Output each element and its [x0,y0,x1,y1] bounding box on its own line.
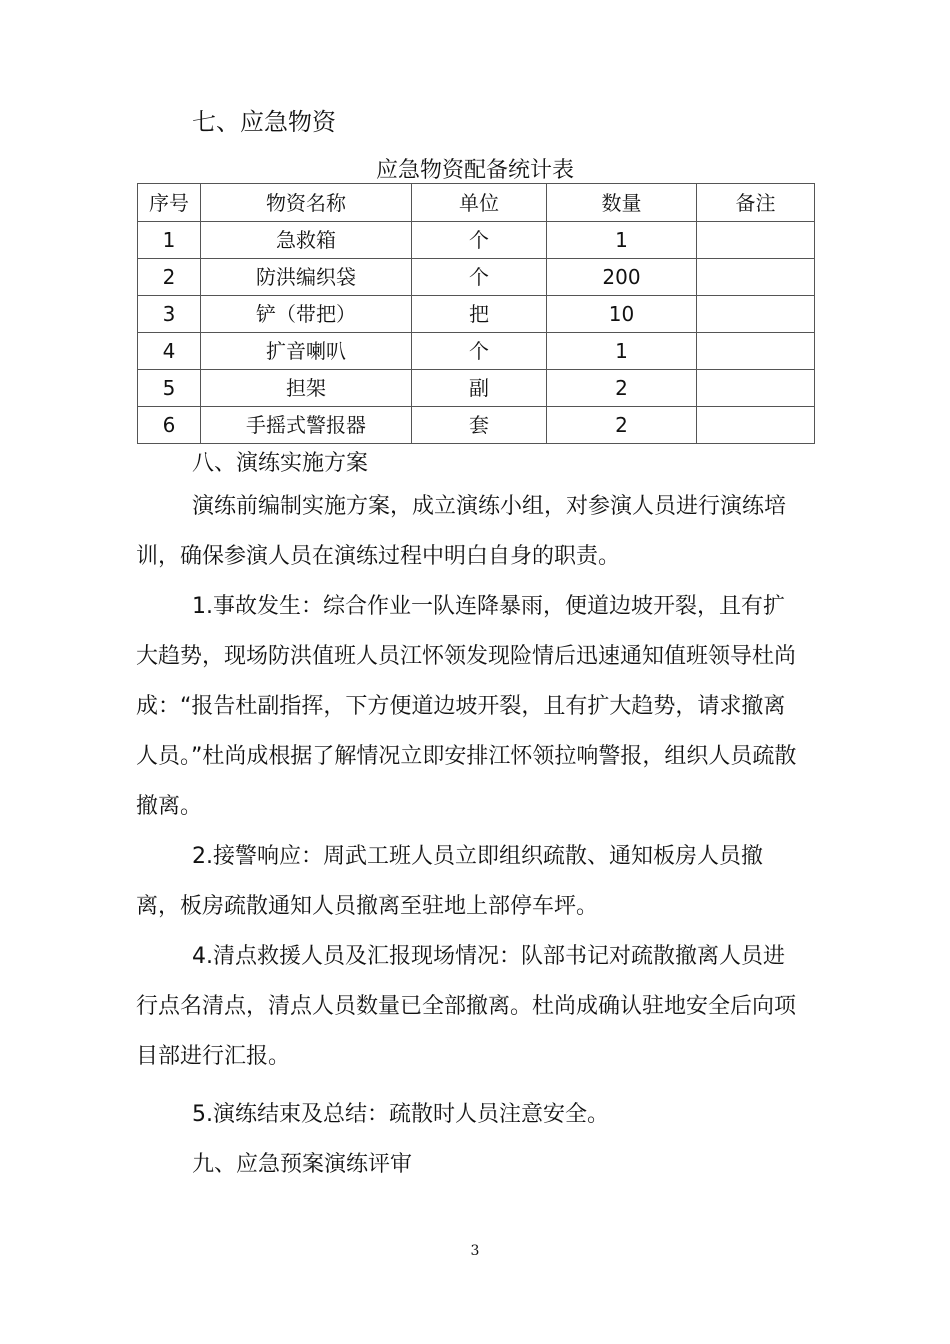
table-header-row [138,184,815,222]
table-cell [697,370,815,407]
page-number: 3 [470,1243,480,1259]
table-cell: 6 [138,407,201,444]
section-7-heading: 七、应急物资 [192,108,336,136]
table-row [138,259,815,296]
header-cell: 备注 [697,184,815,222]
table-cell: 1 [138,222,201,259]
drill-step-4-paragraph: 4.清点救援人员及汇报现场情况：队部书记对疏散撤离人员进行点名清点，清点人员数量已全部撤离。杜尚成确认驻地安全后向项目部进行汇报。 [136,944,797,1069]
table-cell: 担架 [201,370,412,407]
table-cell: 5 [138,370,201,407]
table-caption: 应急物资配备统计表 [375,158,574,183]
table-cell: 副 [412,370,547,407]
table-row [138,370,815,407]
header-cell: 数量 [547,184,697,222]
table-cell [697,407,815,444]
header-cell: 物资名称 [201,184,412,222]
table-cell: 防洪编织袋 [201,259,412,296]
table-cell [697,296,815,333]
table-cell: 把 [412,296,547,333]
drill-intro-paragraph: 演练前编制实施方案，成立演练小组，对参演人员进行演练培训，确保参演人员在演练过程中明白自身的职责。 [136,494,787,569]
table-cell: 1 [547,222,697,259]
table-cell: 10 [547,296,697,333]
table-row [138,407,815,444]
table-cell: 个 [412,333,547,370]
table-cell: 2 [138,259,201,296]
header-cell: 单位 [412,184,547,222]
table-row [138,222,815,259]
drill-step-5-paragraph: 5.演练结束及总结：疏散时人员注意安全。 [192,1102,609,1127]
table-cell: 手摇式警报器 [201,407,412,444]
table-cell: 套 [412,407,547,444]
section-9-heading: 九、应急预案演练评审 [192,1152,413,1177]
table-cell: 200 [547,259,697,296]
table-cell [697,222,815,259]
table-cell [697,333,815,370]
table-cell: 铲（带把） [201,296,412,333]
table-cell [697,259,815,296]
emergency-supplies-table [137,183,815,444]
table-cell: 2 [547,370,697,407]
table-cell: 4 [138,333,201,370]
header-cell: 序号 [138,184,201,222]
table-row [138,333,815,370]
table-cell: 急救箱 [201,222,412,259]
table-cell: 2 [547,407,697,444]
table-cell: 扩音喇叭 [201,333,412,370]
section-8-heading: 八、演练实施方案 [192,451,369,476]
table-cell: 3 [138,296,201,333]
table-cell: 1 [547,333,697,370]
table-cell: 个 [412,259,547,296]
drill-step-1-paragraph: 1.事故发生：综合作业一队连降暴雨，便道边坡开裂，且有扩大趋势，现场防洪值班人员江怀领发现险情后迅速通知值班领导杜尚成：“报告杜副指挥，下方便道边坡开裂，且有扩大趋势，请求撤离人员。”杜尚成根据了解情况立即安排江怀领拉响警报，组织人员疏散撤离。 [136,594,797,819]
drill-step-2-paragraph: 2.接警响应：周武工班人员立即组织疏散、通知板房人员撤离，板房疏散通知人员撤离至驻地上部停车坪。 [136,844,763,919]
table-cell: 个 [412,222,547,259]
table-row [138,296,815,333]
